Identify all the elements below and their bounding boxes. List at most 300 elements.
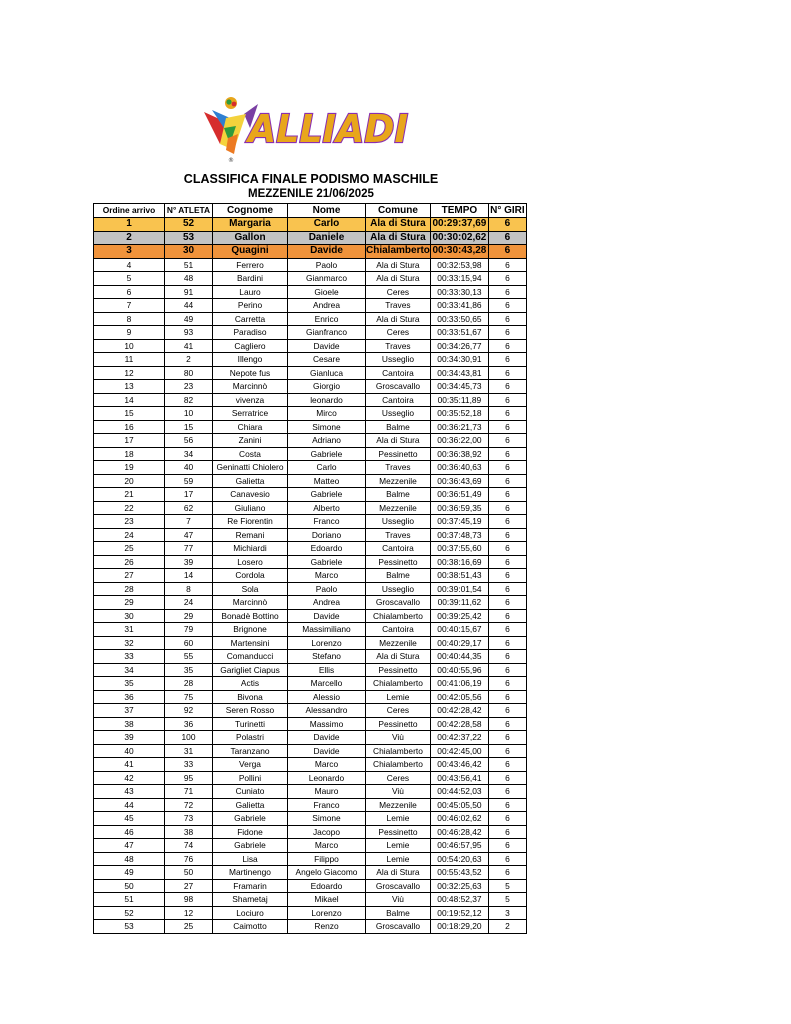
laps-cell: 6 xyxy=(488,555,526,569)
table-row xyxy=(94,623,527,637)
position-cell: 21 xyxy=(94,488,165,502)
town-cell: Lemie xyxy=(366,839,431,853)
position-cell: 27 xyxy=(94,569,165,583)
laps-cell: 6 xyxy=(488,636,526,650)
position-cell: 10 xyxy=(94,339,165,353)
athlete-number-cell: 52 xyxy=(165,218,213,232)
table-row xyxy=(94,677,527,691)
athlete-number-cell: 14 xyxy=(165,569,213,583)
surname-cell: Polastri xyxy=(213,731,288,745)
surname-cell: Canavesio xyxy=(213,488,288,502)
surname-cell: Marcinnò xyxy=(213,596,288,610)
laps-cell: 6 xyxy=(488,380,526,394)
name-cell: Doriano xyxy=(288,528,366,542)
athlete-number-cell: 82 xyxy=(165,393,213,407)
laps-cell: 6 xyxy=(488,852,526,866)
position-cell: 11 xyxy=(94,353,165,367)
athlete-number-cell: 75 xyxy=(165,690,213,704)
town-cell: Lemie xyxy=(366,812,431,826)
laps-cell: 6 xyxy=(488,461,526,475)
name-cell: Mikael xyxy=(288,893,366,907)
name-cell: Marco xyxy=(288,839,366,853)
table-row xyxy=(94,704,527,718)
table-row xyxy=(94,582,527,596)
surname-cell: Illengo xyxy=(213,353,288,367)
laps-cell: 6 xyxy=(488,609,526,623)
athlete-number-cell: 56 xyxy=(165,434,213,448)
laps-cell: 6 xyxy=(488,839,526,853)
athlete-number-cell: 27 xyxy=(165,879,213,893)
table-row xyxy=(94,920,527,934)
town-cell: Groscavallo xyxy=(366,920,431,934)
town-cell: Cantoira xyxy=(366,366,431,380)
position-cell: 52 xyxy=(94,906,165,920)
time-cell: 00:42:45,00 xyxy=(430,744,488,758)
name-cell: Carlo xyxy=(288,461,366,475)
laps-cell: 6 xyxy=(488,393,526,407)
surname-cell: Gallon xyxy=(213,231,288,245)
athlete-number-cell: 36 xyxy=(165,717,213,731)
name-cell: Paolo xyxy=(288,258,366,272)
athlete-number-cell: 48 xyxy=(165,272,213,286)
surname-cell: Verga xyxy=(213,758,288,772)
table-row xyxy=(94,218,527,232)
athlete-number-cell: 24 xyxy=(165,596,213,610)
town-cell: Groscavallo xyxy=(366,879,431,893)
town-cell: Ala di Stura xyxy=(366,258,431,272)
athlete-number-cell: 47 xyxy=(165,528,213,542)
athlete-number-cell: 41 xyxy=(165,339,213,353)
surname-cell: Galietta xyxy=(213,798,288,812)
name-cell: Franco xyxy=(288,515,366,529)
time-cell: 00:33:15,94 xyxy=(430,272,488,286)
time-cell: 00:32:53,98 xyxy=(430,258,488,272)
time-cell: 00:43:46,42 xyxy=(430,758,488,772)
surname-cell: Cagliero xyxy=(213,339,288,353)
table-row xyxy=(94,555,527,569)
town-cell: Mezzenile xyxy=(366,501,431,515)
position-cell: 1 xyxy=(94,218,165,232)
position-cell: 31 xyxy=(94,623,165,637)
position-cell: 44 xyxy=(94,798,165,812)
surname-cell: Lauro xyxy=(213,285,288,299)
name-cell: Gabriele xyxy=(288,447,366,461)
time-cell: 00:34:45,73 xyxy=(430,380,488,394)
laps-cell: 6 xyxy=(488,528,526,542)
name-cell: Cesare xyxy=(288,353,366,367)
position-cell: 6 xyxy=(94,285,165,299)
time-cell: 00:38:16,69 xyxy=(430,555,488,569)
position-cell: 26 xyxy=(94,555,165,569)
table-row xyxy=(94,893,527,907)
time-cell: 00:37:55,60 xyxy=(430,542,488,556)
town-cell: Lemie xyxy=(366,690,431,704)
time-cell: 00:33:41,86 xyxy=(430,299,488,313)
position-cell: 5 xyxy=(94,272,165,286)
town-cell: Ala di Stura xyxy=(366,866,431,880)
position-cell: 20 xyxy=(94,474,165,488)
name-cell: Mirco xyxy=(288,407,366,421)
town-cell: Balme xyxy=(366,420,431,434)
athlete-number-cell: 30 xyxy=(165,245,213,259)
position-cell: 53 xyxy=(94,920,165,934)
time-cell: 00:36:38,92 xyxy=(430,447,488,461)
surname-cell: Margaria xyxy=(213,218,288,232)
name-cell: leonardo xyxy=(288,393,366,407)
athlete-number-cell: 72 xyxy=(165,798,213,812)
surname-cell: Sola xyxy=(213,582,288,596)
table-row xyxy=(94,434,527,448)
name-cell: Mauro xyxy=(288,785,366,799)
name-cell: Edoardo xyxy=(288,542,366,556)
logo-wordmark: ALLIADI xyxy=(245,107,408,151)
town-cell: Balme xyxy=(366,569,431,583)
time-cell: 00:37:45,19 xyxy=(430,515,488,529)
table-row xyxy=(94,866,527,880)
time-cell: 00:39:01,54 xyxy=(430,582,488,596)
table-row xyxy=(94,245,527,259)
name-cell: Davide xyxy=(288,339,366,353)
town-cell: Chialamberto xyxy=(366,245,430,256)
table-header-row xyxy=(94,204,527,218)
athlete-number-cell: 35 xyxy=(165,663,213,677)
town-cell: Usseglio xyxy=(366,353,431,367)
position-cell: 23 xyxy=(94,515,165,529)
surname-cell: Brignone xyxy=(213,623,288,637)
town-cell: Pessinetto xyxy=(366,447,431,461)
table-row xyxy=(94,312,527,326)
position-cell: 32 xyxy=(94,636,165,650)
surname-cell: Michiardi xyxy=(213,542,288,556)
town-cell: Chialamberto xyxy=(366,677,431,691)
name-cell: Alessandro xyxy=(288,704,366,718)
table-row xyxy=(94,339,527,353)
town-cell: Chialamberto xyxy=(366,744,431,758)
town-cell: Usseglio xyxy=(366,515,431,529)
athlete-number-cell: 40 xyxy=(165,461,213,475)
time-cell: 00:54:20,63 xyxy=(430,852,488,866)
alliadi-logo xyxy=(200,94,415,166)
table-row xyxy=(94,596,527,610)
col-header-laps: N° GIRI xyxy=(490,205,525,216)
town-cell: Groscavallo xyxy=(366,380,431,394)
table-row xyxy=(94,353,527,367)
name-cell: Matteo xyxy=(288,474,366,488)
laps-cell: 6 xyxy=(488,407,526,421)
table-row xyxy=(94,636,527,650)
table-row xyxy=(94,272,527,286)
position-cell: 35 xyxy=(94,677,165,691)
table-row xyxy=(94,447,527,461)
time-cell: 00:40:55,96 xyxy=(430,663,488,677)
position-cell: 17 xyxy=(94,434,165,448)
surname-cell: Shametaj xyxy=(213,893,288,907)
time-cell: 00:41:06,19 xyxy=(430,677,488,691)
position-cell: 41 xyxy=(94,758,165,772)
name-cell: Angelo Giacomo xyxy=(288,866,366,880)
table-row xyxy=(94,731,527,745)
surname-cell: Losero xyxy=(213,555,288,569)
laps-cell: 6 xyxy=(488,758,526,772)
name-cell: Giorgio xyxy=(288,380,366,394)
col-header-name: Nome xyxy=(288,204,366,218)
position-cell: 4 xyxy=(94,258,165,272)
town-cell: Ceres xyxy=(366,326,431,340)
position-cell: 30 xyxy=(94,609,165,623)
name-cell: Filippo xyxy=(288,852,366,866)
surname-cell: Gabriele xyxy=(213,812,288,826)
name-cell: Adriano xyxy=(288,434,366,448)
laps-cell: 6 xyxy=(488,515,526,529)
laps-cell: 5 xyxy=(488,893,526,907)
position-cell: 2 xyxy=(94,231,165,245)
position-cell: 51 xyxy=(94,893,165,907)
athlete-number-cell: 55 xyxy=(165,650,213,664)
col-header-athlete-number: N° ATLETA xyxy=(165,204,213,218)
athlete-number-cell: 73 xyxy=(165,812,213,826)
time-cell: 00:45:05,50 xyxy=(430,798,488,812)
surname-cell: Zanini xyxy=(213,434,288,448)
table-row xyxy=(94,488,527,502)
time-cell: 00:30:43,28 xyxy=(430,245,488,259)
table-row xyxy=(94,366,527,380)
time-cell: 00:18:29,20 xyxy=(430,920,488,934)
laps-cell: 6 xyxy=(488,420,526,434)
laps-cell: 6 xyxy=(488,447,526,461)
page-subtitle: MEZZENILE 21/06/2025 xyxy=(248,188,374,200)
laps-cell: 6 xyxy=(488,690,526,704)
town-cell: Ala di Stura xyxy=(366,434,431,448)
col-header-time: TEMPO xyxy=(430,204,488,218)
table-row xyxy=(94,650,527,664)
table-row xyxy=(94,839,527,853)
surname-cell: Marcinnò xyxy=(213,380,288,394)
time-cell: 00:36:22,00 xyxy=(430,434,488,448)
time-cell: 00:48:52,37 xyxy=(430,893,488,907)
laps-cell: 3 xyxy=(488,906,526,920)
name-cell: Jacopo xyxy=(288,825,366,839)
time-cell: 00:42:28,42 xyxy=(430,704,488,718)
town-cell: Ala di Stura xyxy=(366,272,431,286)
time-cell: 00:36:40,63 xyxy=(430,461,488,475)
table-row xyxy=(94,758,527,772)
time-cell: 00:44:52,03 xyxy=(430,785,488,799)
time-cell: 00:42:37,22 xyxy=(430,731,488,745)
table-row xyxy=(94,474,527,488)
name-cell: Marco xyxy=(288,758,366,772)
athlete-number-cell: 71 xyxy=(165,785,213,799)
athlete-number-cell: 33 xyxy=(165,758,213,772)
time-cell: 00:46:57,95 xyxy=(430,839,488,853)
town-cell: Chialamberto xyxy=(366,609,431,623)
laps-cell: 6 xyxy=(488,245,526,259)
name-cell: Davide xyxy=(288,731,366,745)
athlete-number-cell: 39 xyxy=(165,555,213,569)
athlete-number-cell: 10 xyxy=(165,407,213,421)
table-row xyxy=(94,798,527,812)
laps-cell: 6 xyxy=(488,542,526,556)
time-cell: 00:33:50,65 xyxy=(430,312,488,326)
table-row xyxy=(94,717,527,731)
table-row xyxy=(94,231,527,245)
town-cell: Viù xyxy=(366,893,431,907)
athlete-number-cell: 38 xyxy=(165,825,213,839)
name-cell: Andrea xyxy=(288,596,366,610)
table-row xyxy=(94,852,527,866)
surname-cell: Martensini xyxy=(213,636,288,650)
surname-cell: Paradiso xyxy=(213,326,288,340)
laps-cell: 6 xyxy=(488,825,526,839)
name-cell: Gianmarco xyxy=(288,272,366,286)
name-cell: Marcello xyxy=(288,677,366,691)
table-row xyxy=(94,785,527,799)
athlete-number-cell: 59 xyxy=(165,474,213,488)
athlete-number-cell: 28 xyxy=(165,677,213,691)
laps-cell: 6 xyxy=(488,866,526,880)
surname-cell: vivenza xyxy=(213,393,288,407)
col-header-surname: Cognome xyxy=(213,204,288,218)
name-cell: Gioele xyxy=(288,285,366,299)
surname-cell: Re Fiorentin xyxy=(213,515,288,529)
position-cell: 14 xyxy=(94,393,165,407)
laps-cell: 6 xyxy=(488,798,526,812)
athlete-number-cell: 44 xyxy=(165,299,213,313)
name-cell: Franco xyxy=(288,798,366,812)
town-cell: Ala di Stura xyxy=(366,231,431,245)
position-cell: 36 xyxy=(94,690,165,704)
town-cell: Cantoira xyxy=(366,623,431,637)
laps-cell: 6 xyxy=(488,353,526,367)
name-cell: Alessio xyxy=(288,690,366,704)
table-row xyxy=(94,744,527,758)
position-cell: 9 xyxy=(94,326,165,340)
table-row xyxy=(94,515,527,529)
surname-cell: Perino xyxy=(213,299,288,313)
position-cell: 43 xyxy=(94,785,165,799)
surname-cell: Cordola xyxy=(213,569,288,583)
surname-cell: Nepote fus xyxy=(213,366,288,380)
surname-cell: Galietta xyxy=(213,474,288,488)
surname-cell: Bonadè Bottino xyxy=(213,609,288,623)
laps-cell: 6 xyxy=(488,785,526,799)
position-cell: 16 xyxy=(94,420,165,434)
time-cell: 00:40:44,35 xyxy=(430,650,488,664)
position-cell: 46 xyxy=(94,825,165,839)
position-cell: 15 xyxy=(94,407,165,421)
name-cell: Gabriele xyxy=(288,555,366,569)
laps-cell: 6 xyxy=(488,569,526,583)
laps-cell: 6 xyxy=(488,677,526,691)
laps-cell: 6 xyxy=(488,326,526,340)
town-cell: Usseglio xyxy=(366,582,431,596)
laps-cell: 6 xyxy=(488,488,526,502)
surname-cell: Costa xyxy=(213,447,288,461)
laps-cell: 6 xyxy=(488,258,526,272)
athlete-number-cell: 76 xyxy=(165,852,213,866)
laps-cell: 6 xyxy=(488,272,526,286)
table-row xyxy=(94,528,527,542)
position-cell: 7 xyxy=(94,299,165,313)
table-row xyxy=(94,420,527,434)
athlete-number-cell: 79 xyxy=(165,623,213,637)
surname-cell: Remani xyxy=(213,528,288,542)
time-cell: 00:55:43,52 xyxy=(430,866,488,880)
time-cell: 00:33:51,67 xyxy=(430,326,488,340)
time-cell: 00:32:25,63 xyxy=(430,879,488,893)
time-cell: 00:34:43,81 xyxy=(430,366,488,380)
name-cell: Lorenzo xyxy=(288,906,366,920)
position-cell: 49 xyxy=(94,866,165,880)
surname-cell: Cuniato xyxy=(213,785,288,799)
town-cell: Chialamberto xyxy=(366,758,431,772)
table-row xyxy=(94,663,527,677)
name-cell: Gianfranco xyxy=(288,326,366,340)
position-cell: 8 xyxy=(94,312,165,326)
laps-cell: 6 xyxy=(488,218,526,232)
table-row xyxy=(94,285,527,299)
position-cell: 28 xyxy=(94,582,165,596)
name-cell: Paolo xyxy=(288,582,366,596)
table-row xyxy=(94,461,527,475)
table-row xyxy=(94,569,527,583)
laps-cell: 6 xyxy=(488,704,526,718)
athlete-number-cell: 77 xyxy=(165,542,213,556)
town-cell: Traves xyxy=(366,339,431,353)
surname-cell: Gabriele xyxy=(213,839,288,853)
col-header-town: Comune xyxy=(366,204,431,218)
surname-cell: Pollini xyxy=(213,771,288,785)
athlete-number-cell: 100 xyxy=(165,731,213,745)
town-cell: Pessinetto xyxy=(366,717,431,731)
surname-cell: Ferrero xyxy=(213,258,288,272)
name-cell: Stefano xyxy=(288,650,366,664)
name-cell: Simone xyxy=(288,420,366,434)
time-cell: 00:40:29,17 xyxy=(430,636,488,650)
time-cell: 00:42:28,58 xyxy=(430,717,488,731)
surname-cell: Giuliano xyxy=(213,501,288,515)
surname-cell: Martinengo xyxy=(213,866,288,880)
time-cell: 00:29:37,69 xyxy=(430,218,488,232)
laps-cell: 6 xyxy=(488,366,526,380)
athlete-number-cell: 23 xyxy=(165,380,213,394)
town-cell: Ala di Stura xyxy=(366,218,431,232)
surname-cell: Taranzano xyxy=(213,744,288,758)
position-cell: 18 xyxy=(94,447,165,461)
town-cell: Traves xyxy=(366,299,431,313)
position-cell: 24 xyxy=(94,528,165,542)
table-row xyxy=(94,771,527,785)
time-cell: 00:33:30,13 xyxy=(430,285,488,299)
name-cell: Massimiliano xyxy=(288,623,366,637)
table-row xyxy=(94,542,527,556)
name-cell: Enrico xyxy=(288,312,366,326)
town-cell: Usseglio xyxy=(366,407,431,421)
position-cell: 3 xyxy=(94,245,165,259)
laps-cell: 6 xyxy=(488,434,526,448)
surname-cell: Actis xyxy=(213,677,288,691)
time-cell: 00:46:28,42 xyxy=(430,825,488,839)
laps-cell: 6 xyxy=(488,663,526,677)
time-cell: 00:35:52,18 xyxy=(430,407,488,421)
table-row xyxy=(94,393,527,407)
surname-cell: Bardini xyxy=(213,272,288,286)
laps-cell: 6 xyxy=(488,474,526,488)
town-cell: Pessinetto xyxy=(366,663,431,677)
laps-cell: 6 xyxy=(488,231,526,245)
table-row xyxy=(94,299,527,313)
position-cell: 47 xyxy=(94,839,165,853)
table-row xyxy=(94,825,527,839)
